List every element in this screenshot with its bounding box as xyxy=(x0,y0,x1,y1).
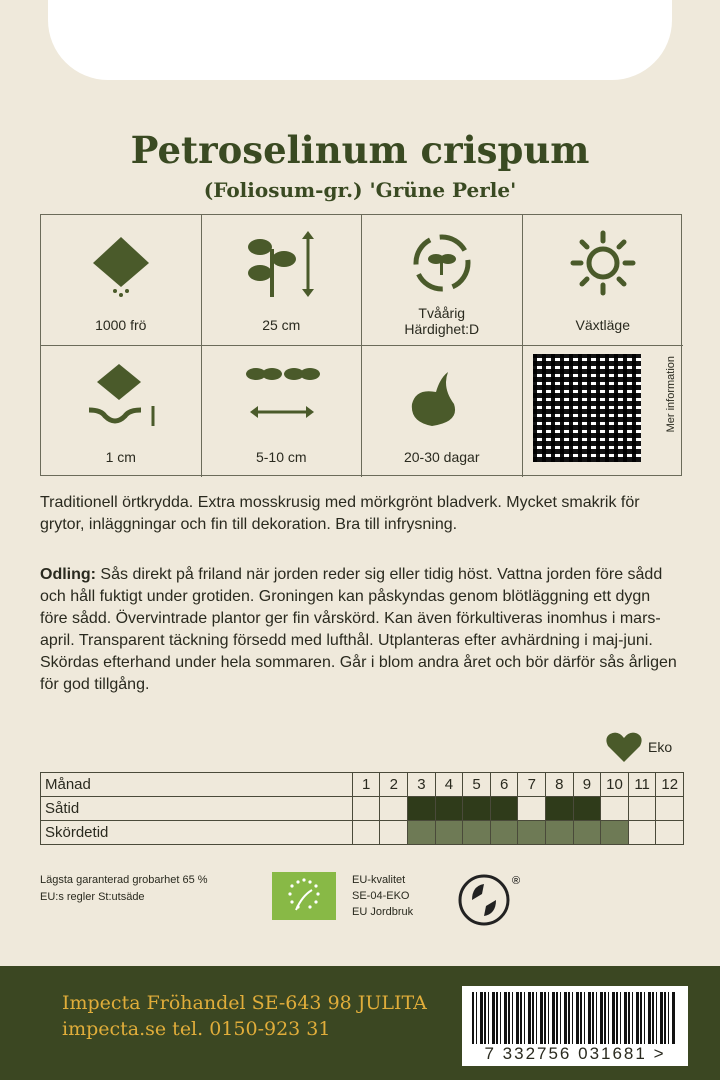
germination-label: 20-30 dagar xyxy=(403,449,480,465)
month-number: 6 xyxy=(490,773,518,797)
biennial-cycle-icon xyxy=(402,229,482,299)
seed-count-label: 1000 frö xyxy=(95,317,147,333)
seed-packet-icon xyxy=(81,229,161,299)
height-cell xyxy=(202,215,363,346)
company-contact[interactable]: impecta.se tel. 0150-923 31 xyxy=(62,1018,331,1040)
calendar-active-cell xyxy=(435,797,463,821)
seed-regulation: EU:s regler St:utsäde xyxy=(40,891,145,903)
eu-quality: EU-kvalitet xyxy=(352,874,406,886)
sowing-depth-icon xyxy=(81,360,161,430)
calendar-cell xyxy=(518,797,546,821)
eko-badge xyxy=(604,730,672,764)
calendar-active-cell xyxy=(573,821,601,845)
calendar-active-cell xyxy=(573,797,601,821)
calendar-cell xyxy=(380,797,408,821)
biennial-label: Tvåårig Härdighet:D xyxy=(404,305,480,337)
calendar-active-cell xyxy=(490,797,518,821)
calendar-active-cell xyxy=(490,821,518,845)
calendar-row-label: Såtid xyxy=(41,797,353,821)
sun-cell xyxy=(523,215,684,346)
barcode-bars xyxy=(472,992,676,1044)
page-subtitle: (Foliosum-gr.) 'Grüne Perle' xyxy=(203,178,517,202)
calendar-cell xyxy=(601,797,629,821)
sun-icon xyxy=(563,229,643,299)
eu-code: SE-04-EKO xyxy=(352,890,410,902)
eu-organic-logo xyxy=(272,872,336,920)
depth-label: 1 cm xyxy=(105,449,136,465)
spacing-icon xyxy=(242,360,322,430)
cultivation-text xyxy=(40,564,680,696)
calendar-row-label: Skördetid xyxy=(41,821,353,845)
qr-cell[interactable] xyxy=(523,346,684,477)
company-address: Impecta Fröhandel SE-643 98 JULITA xyxy=(62,992,427,1014)
calendar-active-cell xyxy=(546,797,574,821)
spacing-label: 5-10 cm xyxy=(255,449,307,465)
calendar-cell xyxy=(656,821,684,845)
month-number: 10 xyxy=(601,773,629,797)
calendar-active-cell xyxy=(518,821,546,845)
month-number: 9 xyxy=(573,773,601,797)
month-number: 11 xyxy=(628,773,656,797)
month-number: 2 xyxy=(380,773,408,797)
barcode-number: 7 332756 031681 > xyxy=(484,1044,666,1063)
plant-height-icon xyxy=(242,229,322,299)
info-icon-grid xyxy=(40,214,682,476)
calendar-cell xyxy=(628,821,656,845)
calendar-active-cell xyxy=(463,797,491,821)
calendar-active-cell xyxy=(601,821,629,845)
qr-code-icon[interactable] xyxy=(533,354,641,462)
calendar-cell xyxy=(352,821,380,845)
month-number: 8 xyxy=(546,773,574,797)
month-number: 1 xyxy=(352,773,380,797)
description-text: Traditionell örtkrydda. Extra mosskrusig med mörkgrönt bladverk. Mycket smakrik för grytor, inläggningar och fin till dekoration. Bra till infrysning. xyxy=(40,494,640,533)
calendar-cell xyxy=(656,797,684,821)
seed-count-cell xyxy=(41,215,202,346)
sowing-calendar xyxy=(40,772,684,845)
barcode xyxy=(462,986,688,1066)
calendar-active-cell xyxy=(408,797,436,821)
germination-guarantee: Lägsta garanterad grobarhet 65 % xyxy=(40,874,208,886)
eu-agriculture: EU Jordbruk xyxy=(352,906,414,918)
calendar-row xyxy=(41,797,684,821)
eu-quality-text xyxy=(352,872,413,920)
month-label: Månad xyxy=(41,773,353,797)
biennial-cell xyxy=(362,215,523,346)
eu-leaf-icon xyxy=(272,872,336,920)
qr-more-info-label: Mer information xyxy=(665,356,677,433)
packet-cutout xyxy=(48,0,672,80)
calendar-cell xyxy=(352,797,380,821)
calendar-cell xyxy=(380,821,408,845)
heart-icon xyxy=(604,730,644,764)
page-title: Petroselinum crispum xyxy=(130,128,590,172)
calendar-row xyxy=(41,821,684,845)
calendar-header-row xyxy=(41,773,684,797)
calendar-active-cell xyxy=(408,821,436,845)
height-label: 25 cm xyxy=(262,317,301,333)
depth-cell xyxy=(41,346,202,477)
fine-print xyxy=(40,872,208,906)
month-number: 5 xyxy=(463,773,491,797)
svg-text:®: ® xyxy=(512,875,521,887)
spacing-cell xyxy=(202,346,363,477)
calendar-active-cell xyxy=(463,821,491,845)
month-number: 12 xyxy=(656,773,684,797)
cultivation-body: Sås direkt på friland när jorden reder sig eller tidig höst. Vattna jorden före sådd och håll fuktigt under grotiden. Groningen kan påskyndas genom blötläggning ett dygn före sådd. Övervintrade plantor ger fin vårskörd. Kan även förkultiveras inomhus i mars-april. Transparent täckning försedd med lufthål. Utplanteras efter avhärdning i maj-juni. Skördas efterhand under hela sommaren. Går i blom andra året och bör därför sås årligen för god tillgång. xyxy=(40,566,677,693)
calendar-active-cell xyxy=(546,821,574,845)
month-number: 3 xyxy=(408,773,436,797)
calendar-active-cell xyxy=(435,821,463,845)
eko-label: Eko xyxy=(648,739,673,755)
germination-cell xyxy=(362,346,523,477)
month-number: 7 xyxy=(518,773,546,797)
month-number: 4 xyxy=(435,773,463,797)
sun-label: Växtläge xyxy=(575,317,630,333)
cultivation-heading: Odling: xyxy=(40,566,96,583)
calendar-cell xyxy=(628,797,656,821)
green-dot-icon xyxy=(458,872,522,928)
germination-icon xyxy=(402,360,482,430)
